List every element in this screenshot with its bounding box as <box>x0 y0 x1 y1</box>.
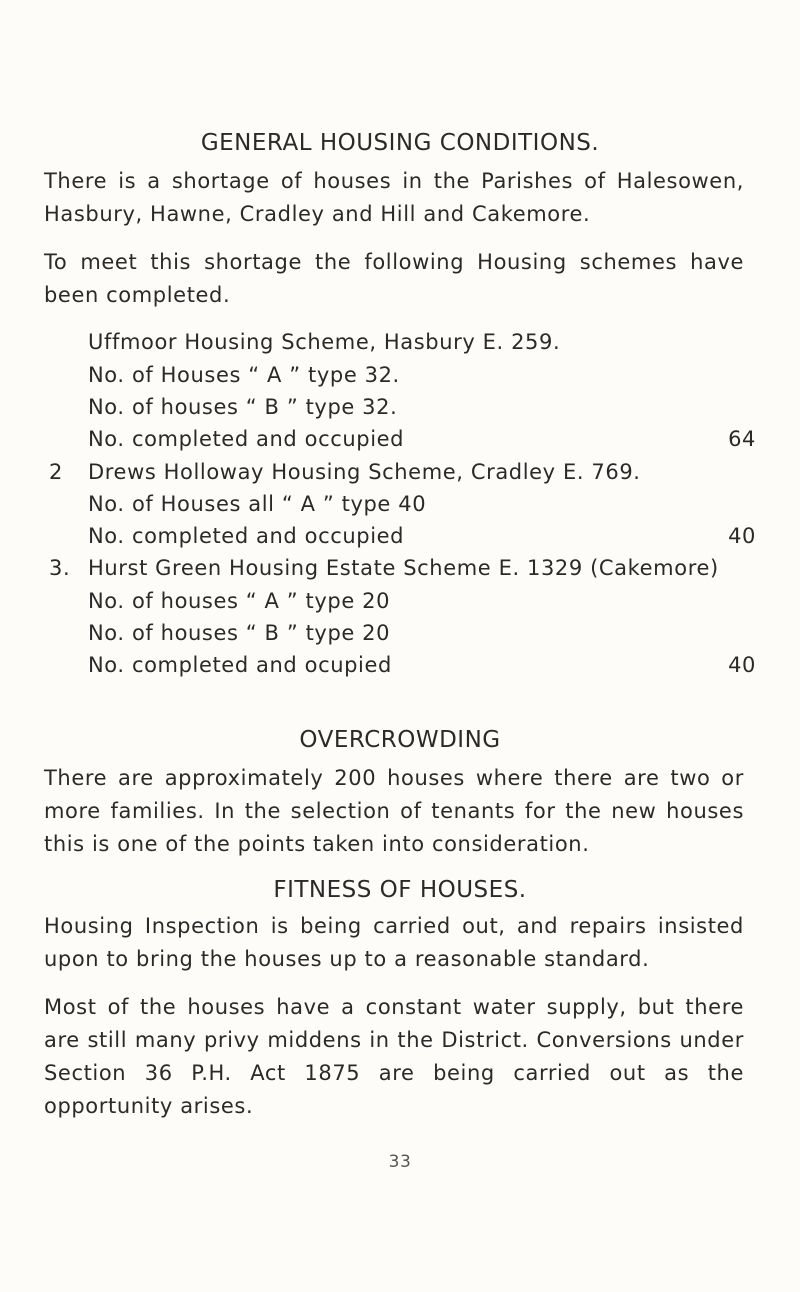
paragraph-overcrowding: There are approximately 200 houses where there are two or more families. In the selection of tenants for the new houses this is one of the points taken into consideration. <box>44 766 744 856</box>
scheme-line: No. of Houses all “ A ” type 40 <box>88 492 427 516</box>
scheme-title: Uffmoor Housing Scheme, Hasbury E. 259. <box>88 330 561 354</box>
scheme-total-value: 40 <box>728 653 756 677</box>
scheme-total-value: 64 <box>728 427 756 451</box>
scheme-number: 2 <box>49 460 63 484</box>
paragraph-housing-inspection: Housing Inspection is being carried out, and repairs insisted upon to bring the houses up to a reasonable standard. <box>44 914 744 971</box>
paragraph-water-supply: Most of the houses have a constant water supply, but there are still many privy middens in the District. Conversions under Section 36 P.H. Act 1875 are being carried out as the opportunity arises. <box>44 995 744 1118</box>
scheme-title: Drews Holloway Housing Scheme, Cradley E. 769. <box>88 460 641 484</box>
scheme-number: 3. <box>49 556 71 580</box>
paragraph-housing-shortage: There is a shortage of houses in the Parishes of Halesowen, Hasbury, Hawne, Cradley and Hill and Cakemore. <box>44 169 744 226</box>
scheme-line: No. of houses “ B ” type 20 <box>88 621 391 645</box>
scheme-total-label: No. completed and occupied <box>88 524 405 548</box>
page-number: 33 <box>388 1152 412 1172</box>
scheme-line: No. of houses “ A ” type 20 <box>88 589 391 613</box>
scheme-line: No. of houses “ B ” type 32. <box>88 395 398 419</box>
scheme-line: No. of Houses “ A ” type 32. <box>88 363 400 387</box>
paragraph-schemes-completed: To meet this shortage the following Housing schemes have been completed. <box>44 250 744 307</box>
scheme-total-value: 40 <box>728 524 756 548</box>
scheme-title: Hurst Green Housing Estate Scheme E. 1329 (Cakemore) <box>88 556 719 580</box>
scheme-total-label: No. completed and occupied <box>88 427 405 451</box>
heading-overcrowding: OVERCROWDING <box>299 727 501 753</box>
scheme-total-label: No. completed and ocupied <box>88 653 392 677</box>
heading-general-housing-conditions: GENERAL HOUSING CONDITIONS. <box>200 130 600 156</box>
heading-fitness-of-houses: FITNESS OF HOUSES. <box>273 877 527 903</box>
